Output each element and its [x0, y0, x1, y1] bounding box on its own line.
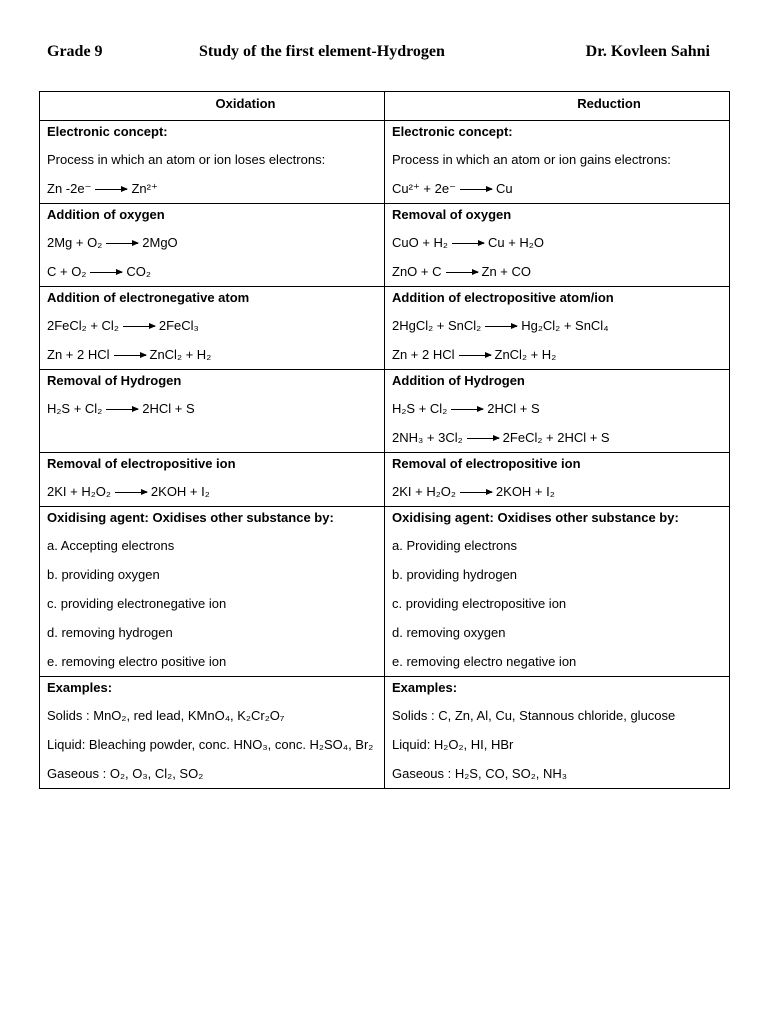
- equation-reactants: 2Mg + O₂: [47, 235, 103, 250]
- cell-title: Addition of electronegative atom: [47, 290, 250, 305]
- grade-label: Grade 9: [47, 43, 103, 60]
- cell-title: Addition of Hydrogen: [392, 373, 525, 388]
- cell-line: e. removing electro positive ion: [47, 654, 227, 669]
- cell-line: b. providing oxygen: [47, 567, 160, 582]
- cell-line: Solids : C, Zn, Al, Cu, Stannous chloride, glucose: [392, 708, 676, 723]
- equation-products: ZnCl₂ + H₂: [149, 347, 212, 362]
- equation-reactants: Zn + 2 HCl: [47, 347, 110, 362]
- reduction-cell: [385, 370, 730, 453]
- oxidation-cell: [40, 677, 385, 789]
- equation-reactants: 2NH₃ + 3Cl₂: [392, 430, 463, 445]
- table-row: [40, 677, 730, 789]
- oxidation-cell: [40, 121, 385, 204]
- equation-reactants: Cu²⁺ + 2e⁻: [392, 181, 456, 196]
- equation-products: 2MgO: [142, 235, 178, 250]
- equation-reactants: H₂S + Cl₂: [47, 401, 103, 416]
- equation-products: 2HCl + S: [142, 401, 195, 416]
- equation-products: Hg₂Cl₂ + SnCl₄: [521, 318, 609, 333]
- reaction-arrow-icon: [106, 409, 138, 410]
- reaction-arrow-icon: [115, 492, 147, 493]
- cell-line: Liquid: H₂O₂, HI, HBr: [392, 737, 514, 752]
- reaction-arrow-icon: [106, 243, 138, 244]
- reduction-cell: [385, 121, 730, 204]
- table-row: [40, 204, 730, 287]
- equation-products: 2HCl + S: [487, 401, 540, 416]
- reduction-header-label: Reduction: [577, 96, 641, 111]
- cell-title: Oxidising agent: Oxidises other substance by:: [392, 510, 679, 525]
- table-row: [40, 121, 730, 204]
- cell-title: Oxidising agent: Oxidises other substance by:: [47, 510, 334, 525]
- equation-reactants: C + O₂: [47, 264, 87, 279]
- oxidation-cell: [40, 287, 385, 370]
- cell-line: a. Accepting electrons: [47, 538, 175, 553]
- equation-products: Cu: [495, 181, 513, 196]
- equation-products: 2FeCl₃: [158, 318, 199, 333]
- cell-title: Electronic concept:: [392, 124, 513, 139]
- table-row: [40, 453, 730, 507]
- cell-title: Removal of Hydrogen: [47, 373, 182, 388]
- reaction-arrow-icon: [95, 189, 127, 190]
- cell-line: [47, 234, 378, 251]
- cell-line: Solids : MnO₂, red lead, KMnO₄, K₂Cr₂O₇: [47, 708, 285, 723]
- oxidation-column-header: [40, 92, 385, 121]
- cell-title: Examples:: [392, 680, 458, 695]
- cell-line: d. removing oxygen: [392, 625, 506, 640]
- cell-line: e. removing electro negative ion: [392, 654, 577, 669]
- reaction-arrow-icon: [459, 355, 491, 356]
- cell-line: [392, 483, 723, 500]
- cell-line: Process in which an atom or ion gains electrons:: [392, 152, 671, 167]
- equation-reactants: Zn + 2 HCl: [392, 347, 455, 362]
- oxidation-cell: [40, 453, 385, 507]
- cell-line: [392, 317, 723, 334]
- table-row: [40, 507, 730, 677]
- reduction-cell: [385, 453, 730, 507]
- reaction-arrow-icon: [467, 438, 499, 439]
- reaction-arrow-icon: [451, 409, 483, 410]
- equation-products: 2FeCl₂ + 2HCl + S: [502, 430, 610, 445]
- cell-line: a. Providing electrons: [392, 538, 518, 553]
- table-header-row: [40, 92, 730, 121]
- reduction-cell: [385, 204, 730, 287]
- cell-title: Electronic concept:: [47, 124, 168, 139]
- reduction-cell: [385, 677, 730, 789]
- equation-reactants: CuO + H₂: [392, 235, 448, 250]
- equation-products: ZnCl₂ + H₂: [494, 347, 557, 362]
- oxidation-header-label: Oxidation: [215, 96, 276, 111]
- equation-products: Zn²⁺: [131, 181, 158, 196]
- cell-title: Examples:: [47, 680, 113, 695]
- oxidation-cell: [40, 370, 385, 453]
- reaction-arrow-icon: [460, 492, 492, 493]
- cell-line: [47, 346, 378, 363]
- equation-products: 2KOH + I₂: [150, 484, 210, 499]
- reduction-cell: [385, 287, 730, 370]
- cell-line: Gaseous : O₂, O₃, Cl₂, SO₂: [47, 766, 204, 781]
- equation-reactants: 2KI + H₂O₂: [47, 484, 111, 499]
- equation-products: 2KOH + I₂: [495, 484, 555, 499]
- cell-line: [392, 180, 723, 197]
- table-row: [40, 287, 730, 370]
- cell-line: d. removing hydrogen: [47, 625, 173, 640]
- equation-products: Cu + H₂O: [487, 235, 544, 250]
- cell-title: Removal of electropositive ion: [47, 456, 236, 471]
- oxidation-cell: [40, 507, 385, 677]
- reaction-arrow-icon: [90, 272, 122, 273]
- oxidation-cell: [40, 204, 385, 287]
- author-name: Dr. Kovleen Sahni: [585, 43, 710, 60]
- equation-reactants: 2FeCl₂ + Cl₂: [47, 318, 119, 333]
- equation-products: Zn + CO: [481, 264, 531, 279]
- cell-line: Gaseous : H₂S, CO, SO₂, NH₃: [392, 766, 568, 781]
- reduction-column-header: [385, 92, 730, 121]
- reaction-arrow-icon: [460, 189, 492, 190]
- cell-line: Process in which an atom or ion loses electrons:: [47, 152, 326, 167]
- equation-reactants: 2HgCl₂ + SnCl₂: [392, 318, 482, 333]
- cell-line: b. providing hydrogen: [392, 567, 518, 582]
- cell-line: [47, 400, 378, 417]
- cell-line: [47, 483, 378, 500]
- reaction-arrow-icon: [485, 326, 517, 327]
- cell-line: Liquid: Bleaching powder, conc. HNO₃, conc. H₂SO₄, Br₂: [47, 737, 374, 752]
- cell-line: c. providing electropositive ion: [392, 596, 567, 611]
- document-title: Study of the first element-Hydrogen: [199, 43, 445, 60]
- redox-comparison-table: [39, 91, 730, 789]
- equation-reactants: ZnO + C: [392, 264, 442, 279]
- cell-line: [392, 234, 723, 251]
- cell-line: [392, 346, 723, 363]
- cell-title: Addition of oxygen: [47, 207, 165, 222]
- cell-line: [392, 263, 723, 280]
- reaction-arrow-icon: [114, 355, 146, 356]
- cell-line: [47, 180, 378, 197]
- equation-reactants: 2KI + H₂O₂: [392, 484, 456, 499]
- equation-reactants: Zn -2e⁻: [47, 181, 92, 196]
- table-row: [40, 370, 730, 453]
- page-header: [47, 43, 710, 63]
- cell-title: Addition of electropositive atom/ion: [392, 290, 614, 305]
- reduction-cell: [385, 507, 730, 677]
- cell-line: [47, 263, 378, 280]
- equation-products: CO₂: [126, 264, 151, 279]
- reaction-arrow-icon: [446, 272, 478, 273]
- reaction-arrow-icon: [123, 326, 155, 327]
- cell-line: [392, 400, 723, 417]
- cell-line: [392, 429, 723, 446]
- reaction-arrow-icon: [452, 243, 484, 244]
- cell-title: Removal of electropositive ion: [392, 456, 581, 471]
- cell-title: Removal of oxygen: [392, 207, 512, 222]
- cell-line: [47, 317, 378, 334]
- equation-reactants: H₂S + Cl₂: [392, 401, 448, 416]
- cell-line: c. providing electronegative ion: [47, 596, 227, 611]
